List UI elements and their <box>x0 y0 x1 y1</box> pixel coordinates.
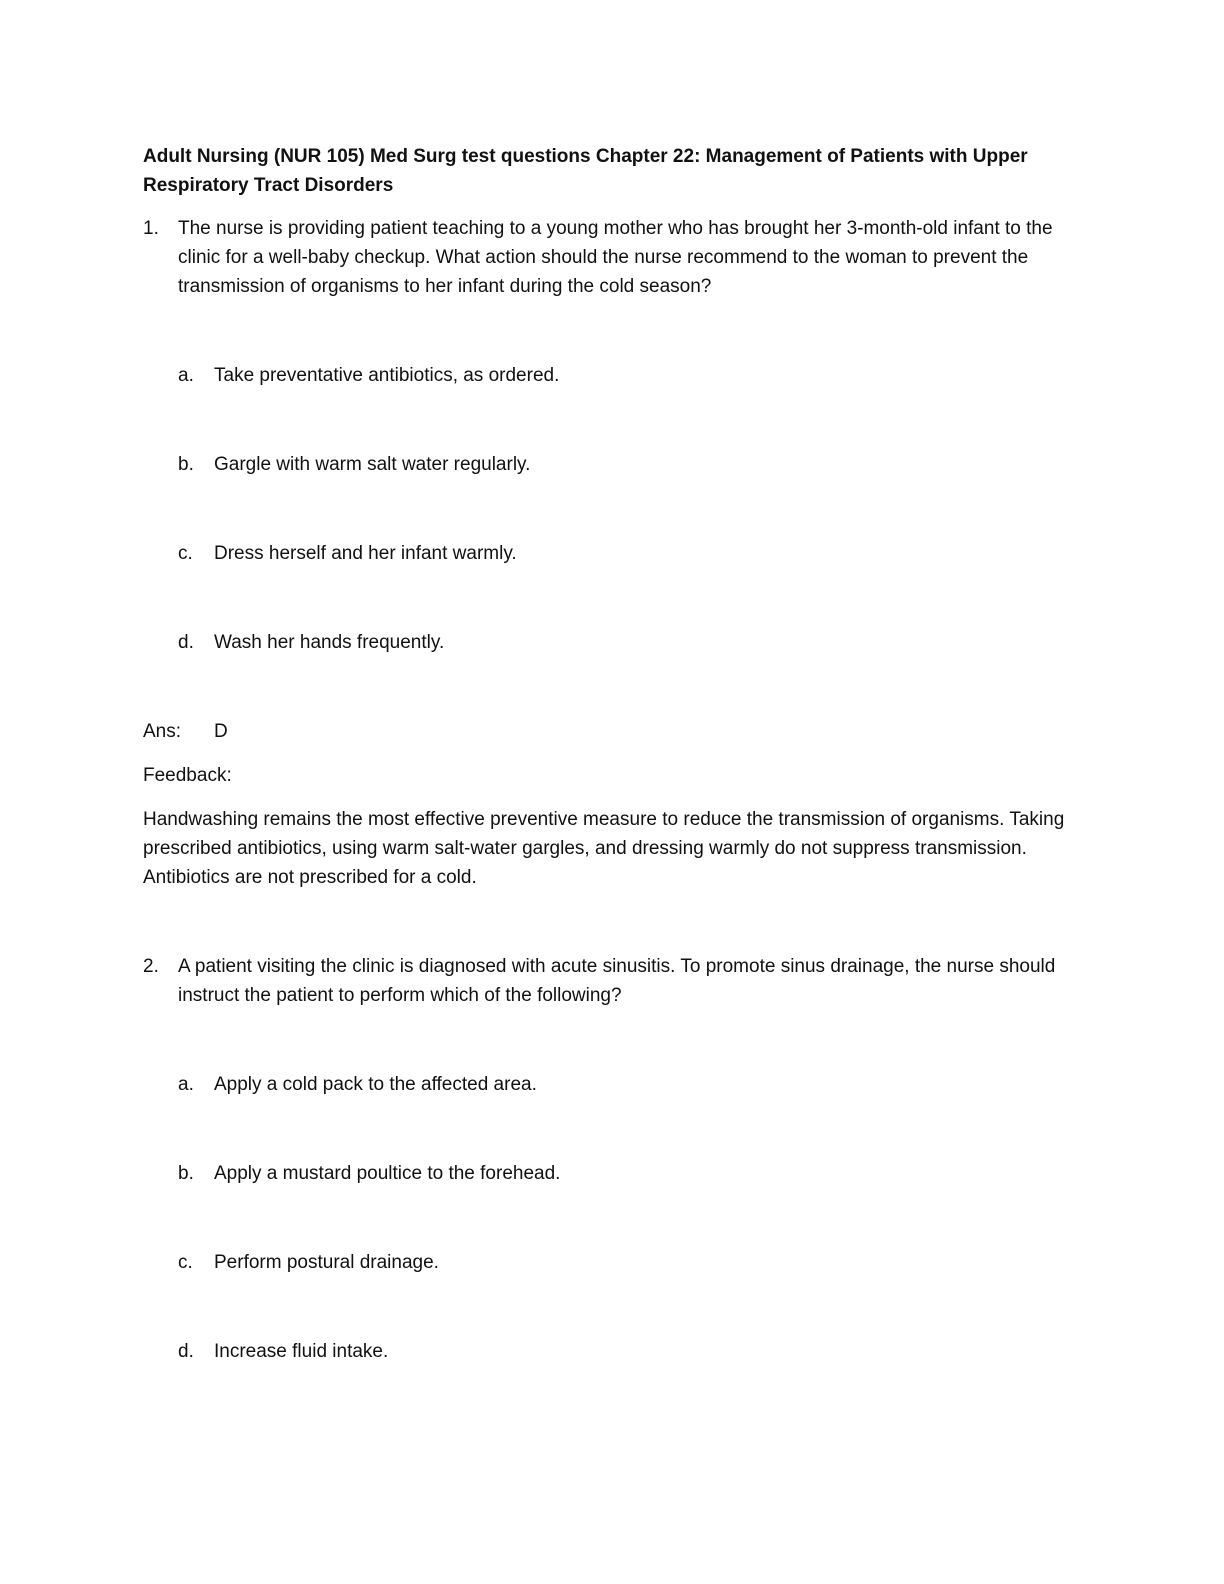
answer-label: Ans: <box>143 721 182 742</box>
option-d <box>143 1337 1068 1366</box>
answer-value: D <box>214 721 228 742</box>
question-2 <box>143 952 1068 1010</box>
option-letter: b. <box>178 454 194 475</box>
question-number: 1. <box>143 218 159 239</box>
option-b <box>143 450 1068 479</box>
option-letter: c. <box>178 1252 193 1273</box>
question-number: 2. <box>143 956 159 977</box>
document-title: Adult Nursing (NUR 105) Med Surg test questions Chapter 22: Management of Patients with Upper Respiratory Tract Disorders <box>143 146 1028 196</box>
feedback-text: Handwashing remains the most effective preventive measure to reduce the transmission of organisms. Taking prescribed antibiotics, using warm salt-water gargles, and dressing warmly do not suppress transmission. Antibiotics are not prescribed for a cold. <box>143 809 1065 888</box>
option-text: Wash her hands frequently. <box>214 632 445 653</box>
question-1 <box>143 214 1068 301</box>
option-text: Gargle with warm salt water regularly. <box>214 454 531 475</box>
question-text: A patient visiting the clinic is diagnosed with acute sinusitis. To promote sinus drainage, the nurse should instruct the patient to perform which of the following? <box>178 956 1056 1006</box>
option-letter: d. <box>178 1341 194 1362</box>
question-text: The nurse is providing patient teaching to a young mother who has brought her 3-month-old infant to the clinic for a well-baby checkup. What action should the nurse recommend to the woman to prevent the transmission of organisms to her infant during the cold season? <box>178 218 1053 297</box>
option-text: Take preventative antibiotics, as ordered. <box>214 365 560 386</box>
option-text: Perform postural drainage. <box>214 1252 439 1273</box>
option-text: Apply a mustard poultice to the forehead. <box>214 1163 561 1184</box>
option-letter: c. <box>178 543 193 564</box>
option-text: Increase fluid intake. <box>214 1341 389 1362</box>
option-letter: b. <box>178 1163 194 1184</box>
option-c <box>143 539 1068 568</box>
option-letter: a. <box>178 365 194 386</box>
document-page <box>143 142 1068 1366</box>
feedback-label: Feedback: <box>143 765 232 786</box>
option-a <box>143 1070 1068 1099</box>
option-letter: a. <box>178 1074 194 1095</box>
answer-line <box>143 717 1068 746</box>
option-text: Dress herself and her infant warmly. <box>214 543 517 564</box>
option-a <box>143 361 1068 390</box>
option-d <box>143 628 1068 657</box>
option-c <box>143 1248 1068 1277</box>
option-text: Apply a cold pack to the affected area. <box>214 1074 537 1095</box>
option-b <box>143 1159 1068 1188</box>
option-letter: d. <box>178 632 194 653</box>
